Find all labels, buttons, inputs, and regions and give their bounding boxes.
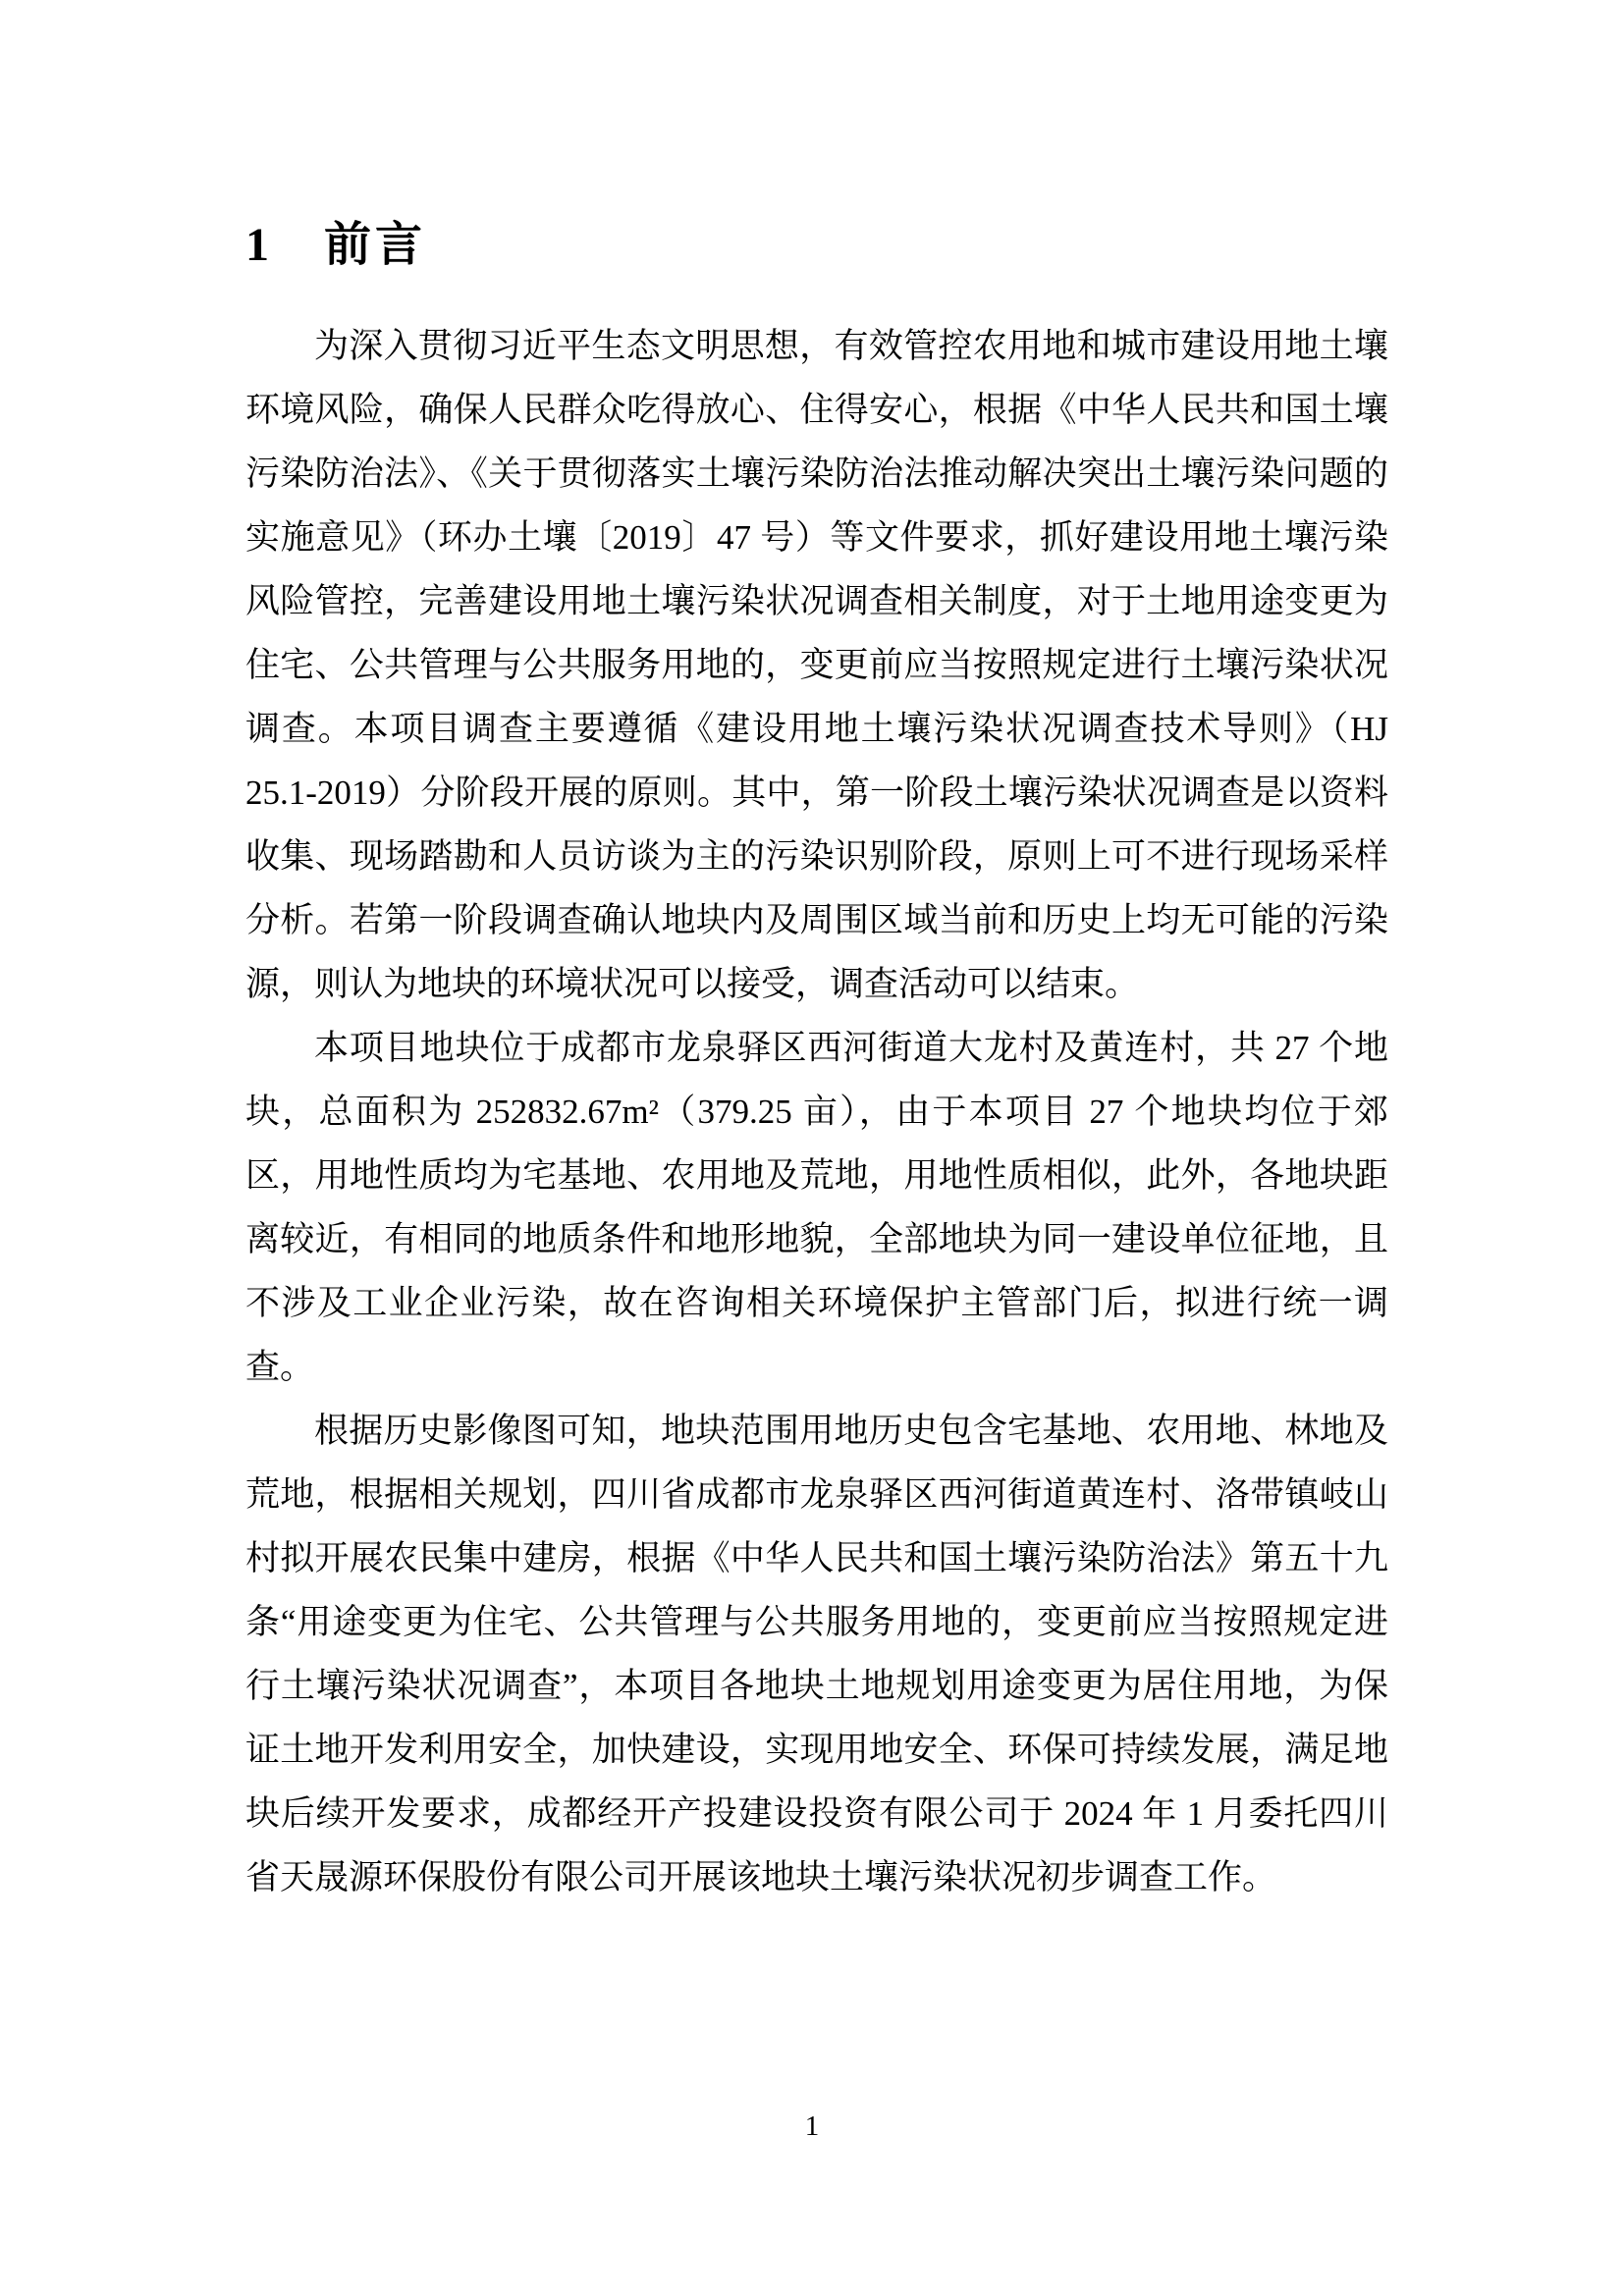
document-body — [245, 314, 1388, 1909]
section-heading-number: 1 — [245, 219, 269, 271]
paragraph-policy-background: 为深入贯彻习近平生态文明思想，有效管控农用地和城市建设用地土壤环境风险，确保人民群众吃得放心、住得安心，根据《中华人民共和国土壤污染防治法》、《关于贯彻落实土壤污染防治法推动解决突出土壤污染问题的实施意见》（环办土壤〔2019〕47 号）等文件要求，抓好建设用地土壤污染风险管控，完善建设用地土壤污染状况调查相关制度，对于土地用途变更为住宅、公共管理与公共服务用地的，变更前应当按照规定进行土壤污染状况调查。本项目调查主要遵循《建设用地土壤污染状况调查技术导则》（HJ 25.1-2019）分阶段开展的原则。其中，第一阶段土壤污染状况调查是以资料收集、现场踏勘和人员访谈为主的污染识别阶段，原则上可不进行现场采样分析。若第一阶段调查确认地块内及周围区域当前和历史上均无可能的污染源，则认为地块的环境状况可以接受，调查活动可以结束。 — [245, 327, 1388, 1003]
section-heading — [245, 218, 426, 272]
paragraph-site-location: 本项目地块位于成都市龙泉驿区西河街道大龙村及黄连村，共 27 个地块，总面积为 252832.67m²（379.25 亩），由于本项目 27 个地块均位于郊区，用地性质均为宅基地、农用地及荒地，用地性质相似，此外，各地块距离较近，有相同的地质条件和地形地貌，全部地块为同一建设单位征地，且不涉及工业企业污染，故在咨询相关环境保护主管部门后，拟进行统一调查。 — [245, 1029, 1388, 1386]
paragraph-project-commission: 根据历史影像图可知，地块范围用地历史包含宅基地、农用地、林地及荒地，根据相关规划，四川省成都市龙泉驿区西河街道黄连村、洛带镇岐山村拟开展农民集中建房，根据《中华人民共和国土壤污染防治法》第五十九条“用途变更为住宅、公共管理与公共服务用地的，变更前应当按照规定进行土壤污染状况调查”，本项目各地块土地规划用途变更为居住用地，为保证土地开发利用安全，加快建设，实现用地安全、环保可持续发展，满足地块后续开发要求，成都经开产投建设投资有限公司于 2024 年 1 月委托四川省天晟源环保股份有限公司开展该地块土壤污染状况初步调查工作。 — [245, 1412, 1388, 1896]
page-number: 1 — [804, 2110, 820, 2142]
section-heading-title: 前言 — [324, 219, 427, 271]
